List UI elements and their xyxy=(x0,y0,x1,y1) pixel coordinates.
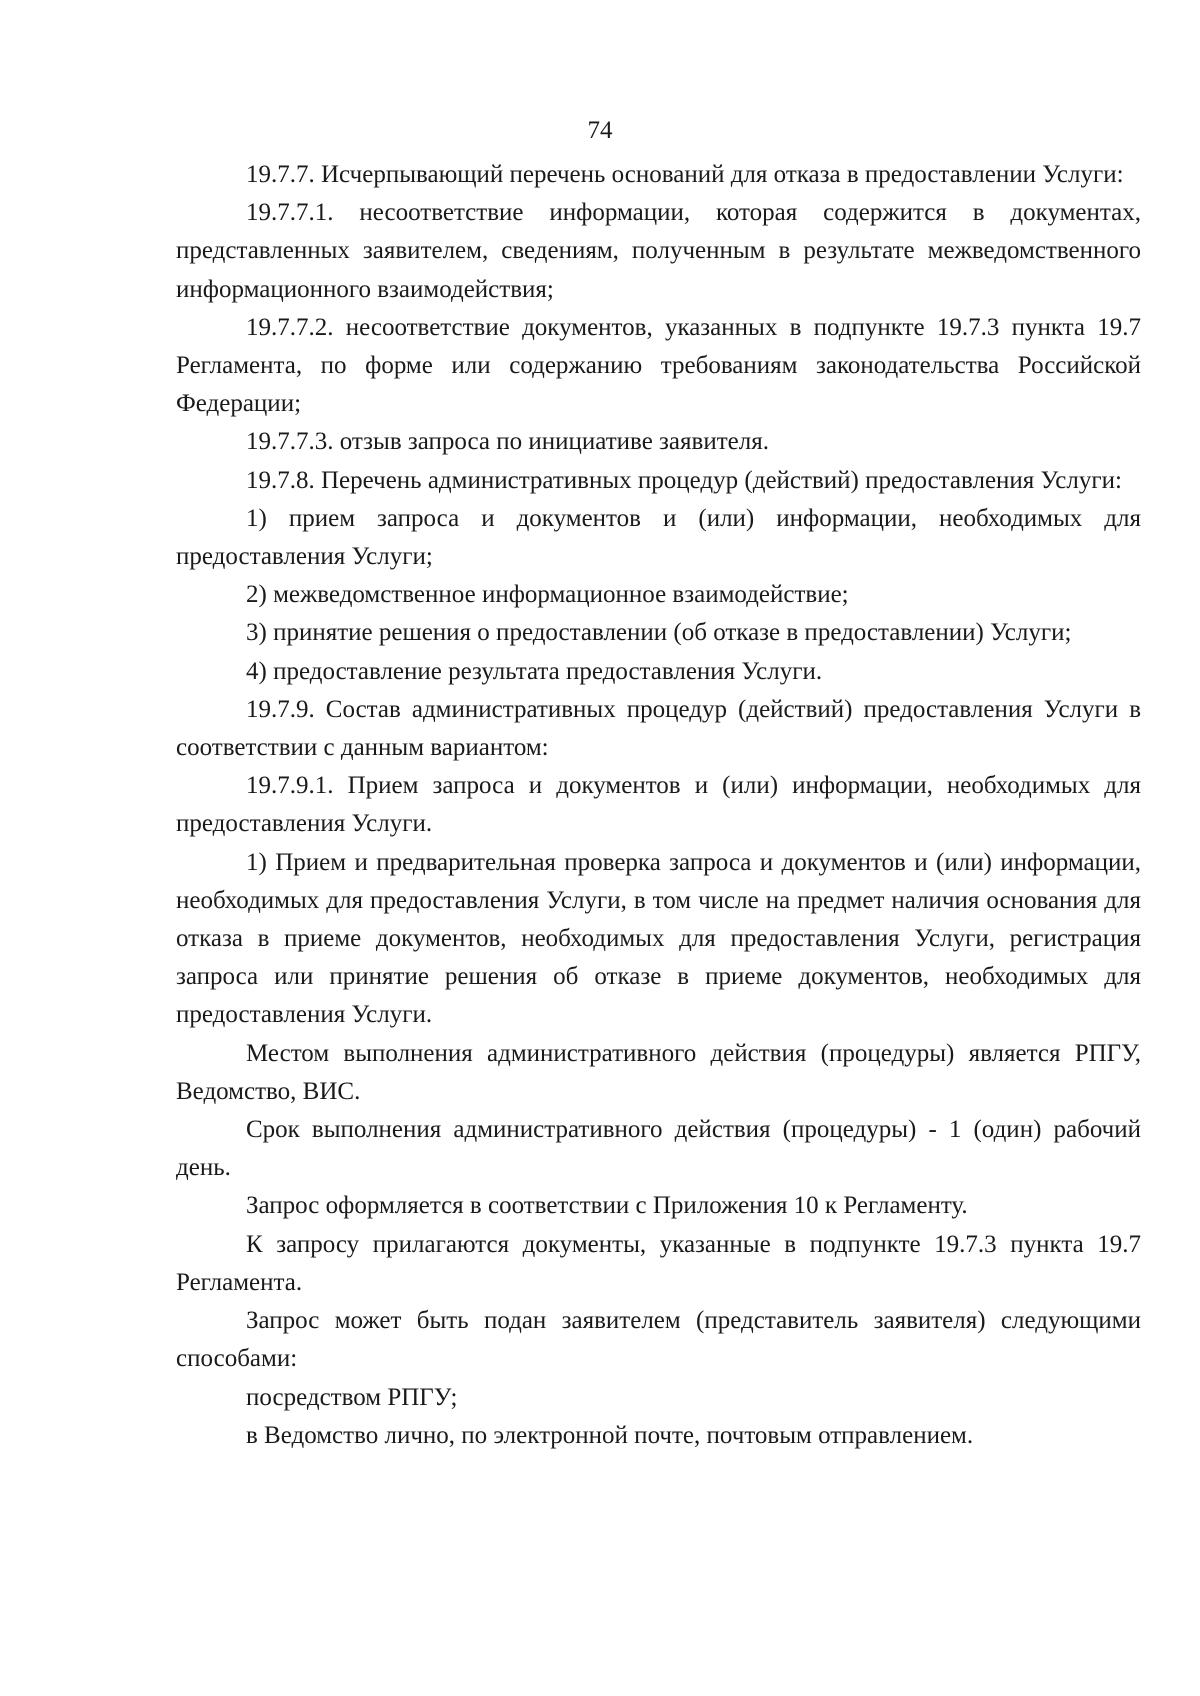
paragraph-19-7-7-1: 19.7.7.1. несоответствие информации, которая содержится в документах, представленных заявителем, сведениям, полученным в результате межведомственного информационного взаимодействия; xyxy=(176,199,1141,303)
paragraph-request-form: Запрос оформляется в соответствии с Приложения 10 к Регламенту. xyxy=(246,1192,968,1220)
paragraph-19-7-7-2: 19.7.7.2. несоответствие документов, указанных в подпункте 19.7.3 пункта 19.7 Регламента, по форме или содержанию требованиям законодательства Российской Федерации; xyxy=(176,313,1141,418)
method-rpgu: посредством РПГУ; xyxy=(246,1383,458,1411)
page-number: 74 xyxy=(587,117,613,144)
paragraph-19-7-9: 19.7.9. Состав административных процедур (действий) предоставления Услуги в соответствии с данным вариантом: xyxy=(176,695,1141,762)
paragraph-submission-methods: Запрос может быть подан заявителем (представитель заявителя) следующими способами: xyxy=(176,1307,1141,1373)
list-item-3: 3) принятие решения о предоставлении (об отказе в предоставлении) Услуги; xyxy=(246,619,1072,647)
paragraph-attached-documents: К запросу прилагаются документы, указанные в подпункте 19.7.3 пункта 19.7 Регламента. xyxy=(176,1230,1141,1296)
paragraph-19-7-7-3: 19.7.7.3. отзыв запроса по инициативе заявителя. xyxy=(246,428,769,456)
procedure-item-1: 1) Прием и предварительная проверка запроса и документов и (или) информации, необходимых для предоставления Услуги, в том числе на предмет наличия основания для отказа в приеме документов, необходимых для предоставления Услуги, регистрация запроса или принятие решения об отказе в приеме документов, необходимых для предоставления Услуги. xyxy=(176,848,1141,1029)
paragraph-execution-term: Срок выполнения административного действия (процедуры) - 1 (один) рабочий день. xyxy=(176,1116,1141,1182)
list-item-4: 4) предоставление результата предоставления Услуги. xyxy=(246,657,823,685)
document-body xyxy=(176,156,1141,1455)
paragraph-place-of-execution: Местом выполнения административного действия (процедуры) является РПГУ, Ведомство, ВИС. xyxy=(176,1039,1141,1105)
paragraph-19-7-9-1: 19.7.9.1. Прием запроса и документов и (или) информации, необходимых для предоставления Услуги. xyxy=(176,772,1141,838)
list-item-1: 1) прием запроса и документов и (или) информации, необходимых для предоставления Услуги; xyxy=(176,504,1141,571)
paragraph-19-7-7: 19.7.7. Исчерпывающий перечень оснований для отказа в предоставлении Услуги: xyxy=(246,161,1124,188)
paragraph-19-7-8: 19.7.8. Перечень административных процедур (действий) предоставления Услуги: xyxy=(246,466,1122,494)
method-agency: в Ведомство лично, по электронной почте, почтовым отправлением. xyxy=(246,1421,974,1449)
list-item-2: 2) межведомственное информационное взаимодействие; xyxy=(246,581,849,609)
